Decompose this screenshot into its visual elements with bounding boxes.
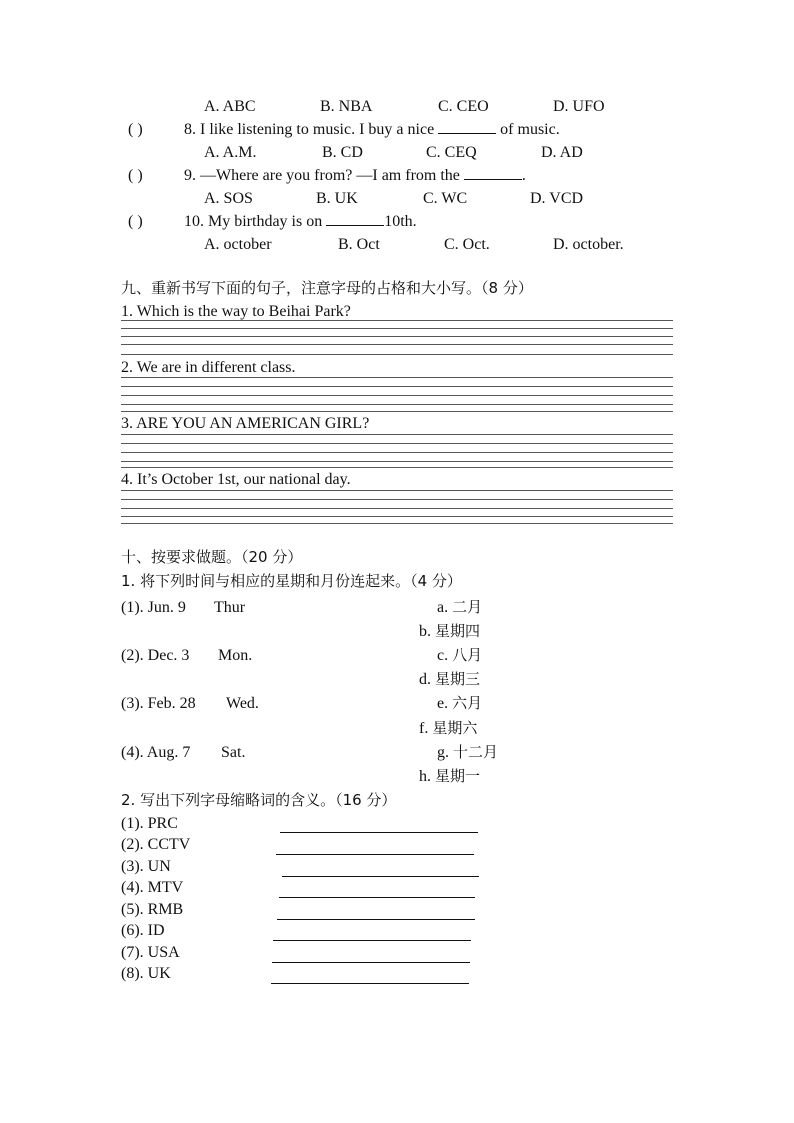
answer-line[interactable] (272, 962, 470, 963)
q9-option-c[interactable]: C. WC (423, 190, 468, 207)
answer-line[interactable] (277, 919, 475, 920)
match-letter: e. (437, 695, 449, 712)
abbreviation-label: (7). USA (121, 944, 180, 961)
q9-option-d[interactable]: D. VCD (530, 190, 584, 207)
writing-line (121, 523, 673, 524)
answer-line[interactable] (276, 854, 474, 855)
q10-option-b[interactable]: B. Oct (338, 236, 380, 253)
sentence-prompt: 4. It’s October 1st, our national day. (121, 471, 351, 488)
q8-option-b[interactable]: B. CD (322, 144, 363, 161)
q8-option-a[interactable]: A. A.M. (204, 144, 257, 161)
q10-option-c[interactable]: C. Oct. (444, 236, 490, 253)
abbreviation-label: (5). RMB (121, 901, 184, 918)
q8-option-d[interactable]: D. AD (541, 144, 583, 161)
answer-paren[interactable]: ( ) (128, 213, 143, 230)
match-right-item[interactable] (437, 745, 498, 761)
writing-line (121, 328, 673, 329)
match-left-day[interactable]: Sat. (221, 744, 246, 761)
writing-line (121, 499, 673, 500)
question-text (184, 214, 417, 230)
sentence-prompt: 2. We are in different class. (121, 359, 296, 376)
answer-line[interactable] (279, 897, 475, 898)
abbreviation-label: (3). UN (121, 858, 171, 875)
match-right-item[interactable] (437, 600, 482, 616)
match-left-day[interactable]: Mon. (218, 647, 253, 664)
writing-line (121, 377, 673, 378)
q7-option-c[interactable]: C. CEO (438, 98, 489, 115)
match-letter: f. (419, 720, 429, 737)
answer-line[interactable] (271, 983, 469, 984)
writing-line (121, 344, 673, 345)
match-right-item[interactable] (419, 672, 480, 688)
abbreviation-label: (6). ID (121, 922, 165, 939)
writing-line (121, 467, 673, 468)
match-right-item[interactable] (419, 769, 480, 785)
match-right-item[interactable] (419, 721, 477, 737)
match-letter: g. (437, 744, 449, 761)
match-left-date[interactable]: (2). Dec. 3 (121, 647, 190, 664)
match-text: 星期六 (432, 719, 478, 737)
match-left-day[interactable]: Wed. (226, 695, 259, 712)
answer-line[interactable] (273, 940, 471, 941)
section-title: 十、按要求做题。（20 分） (121, 548, 303, 566)
match-text: 六月 (452, 694, 483, 712)
sentence-prompt: 3. ARE YOU AN AMERICAN GIRL? (121, 415, 370, 432)
match-left-date[interactable]: (3). Feb. 28 (121, 695, 196, 712)
question-text-before: 10. My birthday is on (184, 213, 323, 230)
writing-line (121, 395, 673, 396)
q7-option-d[interactable]: D. UFO (553, 98, 605, 115)
question-text (184, 168, 526, 184)
writing-line (121, 354, 673, 355)
abbreviation-label: (8). UK (121, 965, 171, 982)
abbreviation-label: (4). MTV (121, 879, 184, 896)
answer-paren[interactable]: ( ) (128, 167, 143, 184)
question-text-after: 10th. (384, 213, 417, 230)
question-text-before: 9. —Where are you from? —I am from the (184, 167, 460, 184)
fill-blank[interactable] (438, 133, 496, 134)
q9-option-b[interactable]: B. UK (316, 190, 358, 207)
writing-line (121, 452, 673, 453)
writing-line (121, 516, 673, 517)
match-left-date[interactable]: (1). Jun. 9 (121, 599, 186, 616)
writing-line (121, 320, 673, 321)
writing-line (121, 404, 673, 405)
abbreviation-label: (2). CCTV (121, 836, 191, 853)
match-text: 星期四 (435, 622, 481, 640)
writing-line (121, 386, 673, 387)
answer-paren[interactable]: ( ) (128, 121, 143, 138)
writing-line (121, 443, 673, 444)
question-text (184, 122, 560, 138)
match-left-date[interactable]: (4). Aug. 7 (121, 744, 191, 761)
q8-option-c[interactable]: C. CEQ (426, 144, 477, 161)
match-letter: c. (437, 647, 449, 664)
q7-option-b[interactable]: B. NBA (320, 98, 373, 115)
writing-line (121, 336, 673, 337)
part2-title: 2. 写出下列字母缩略词的含义。（16 分） (121, 791, 397, 809)
fill-blank[interactable] (326, 225, 384, 226)
writing-line (121, 461, 673, 462)
question-text-after: . (521, 167, 526, 184)
question-text-after: of music. (500, 121, 560, 138)
match-text: 二月 (452, 598, 483, 616)
match-letter: a. (437, 599, 449, 616)
section-title: 九、重新书写下面的句子，注意字母的占格和大小写。（8 分） (121, 279, 533, 297)
writing-line (121, 411, 673, 412)
match-letter: d. (419, 671, 431, 688)
answer-line[interactable] (280, 832, 478, 833)
writing-line (121, 508, 673, 509)
part1-title: 1. 将下列时间与相应的星期和月份连起来。（4 分） (121, 572, 462, 590)
match-right-item[interactable] (437, 648, 482, 664)
fill-blank[interactable] (464, 179, 522, 180)
q10-option-a[interactable]: A. october (204, 236, 272, 253)
sentence-prompt: 1. Which is the way to Beihai Park? (121, 303, 351, 320)
match-letter: h. (419, 768, 431, 785)
match-left-day[interactable]: Thur (214, 599, 246, 616)
match-letter: b. (419, 623, 431, 640)
q10-option-d[interactable]: D. october. (553, 236, 624, 253)
match-text: 星期三 (435, 670, 481, 688)
q7-option-a[interactable]: A. ABC (204, 98, 256, 115)
writing-line (121, 490, 673, 491)
question-text-before: 8. I like listening to music. I buy a nice (184, 121, 435, 138)
match-text: 八月 (452, 646, 483, 664)
match-text: 星期一 (435, 767, 481, 785)
answer-line[interactable] (282, 876, 479, 877)
match-right-item[interactable] (437, 696, 482, 712)
q9-option-a[interactable]: A. SOS (204, 190, 253, 207)
match-right-item[interactable] (419, 624, 480, 640)
writing-line (121, 434, 673, 435)
abbreviation-label: (1). PRC (121, 815, 178, 832)
match-text: 十二月 (453, 743, 499, 761)
